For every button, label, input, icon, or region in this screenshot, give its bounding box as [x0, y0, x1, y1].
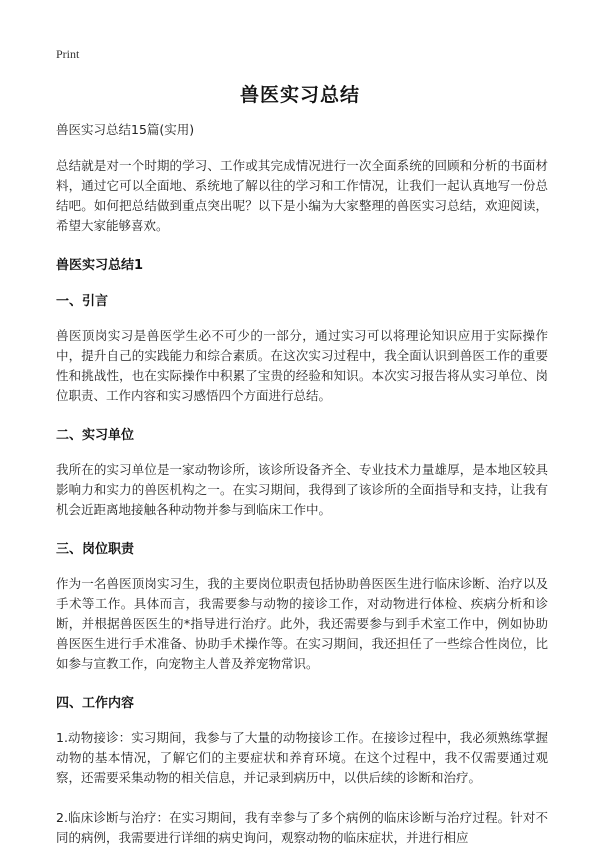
section-paragraph: 作为一名兽医顶岗实习生，我的主要岗位职责包括协助兽医医生进行临床诊断、治疗以及手术等工作。具体而言，我需要参与动物的接诊工作，对动物进行体检、疾病分析和诊断，并根据兽医医生的*指导进行治疗。此外，我还需要参与到手术室工作中，例如协助兽医医生进行手术准备、协助手术操作等。在实习期间，我还担任了一些综合性岗位，比如参与宣教工作，向宠物主人普及养宠物常识。 [56, 576, 548, 671]
section-heading-job-duties: 三、岗位职责 [56, 542, 135, 557]
section-paragraph: 1.动物接诊：实习期间，我参与了大量的动物接诊工作。在接诊过程中，我必须熟练掌握动物的基本情况，了解它们的主要症状和养育环境。在这个过程中，我不仅需要通过观察，还需要采集动物的相关信息，并记录到病历中，以供后续的诊断和治疗。 [56, 730, 548, 785]
section-heading-introduction: 一、引言 [56, 294, 109, 309]
article-subtitle: 兽医实习总结15篇(实用) [56, 122, 195, 137]
section-heading-work-content: 四、工作内容 [56, 696, 135, 711]
article-heading: 兽医实习总结1 [56, 258, 144, 273]
section-paragraph: 我所在的实习单位是一家动物诊所，该诊所设备齐全、专业技术力量雄厚，是本地区较具影响力和实力的兽医机构之一。在实习期间，我得到了该诊所的全面指导和支持，让我有机会近距离地接触各种动物并参与到临床工作中。 [56, 462, 548, 517]
article-body [56, 120, 548, 868]
section-heading-internship-unit: 二、实习单位 [56, 428, 135, 443]
print-link[interactable]: Print [56, 47, 80, 61]
page-title: 兽医实习总结 [239, 84, 360, 106]
intro-paragraph: 总结就是对一个时期的学习、工作或其完成情况进行一次全面系统的回顾和分析的书面材料，通过它可以全面地、系统地了解以往的学习和工作情况，让我们一起认真地写一份总结吧。如何把总结做到重点突出呢？以下是小编为大家整理的兽医实习总结，欢迎阅读，希望大家能够喜欢。 [56, 158, 548, 233]
section-paragraph: 兽医顶岗实习是兽医学生必不可少的一部分，通过实习可以将理论知识应用于实际操作中，提升自己的实践能力和综合素质。在这次实习过程中，我全面认识到兽医工作的重要性和挑战性，也在实际操作中积累了宝贵的经验和知识。本次实习报告将从实习单位、岗位职责、工作内容和实习感悟四个方面进行总结。 [56, 328, 548, 403]
section-paragraph: 2.临床诊断与治疗：在实习期间，我有幸参与了多个病例的临床诊断与治疗过程。针对不同的病例，我需要进行详细的病史询问，观察动物的临床症状，并进行相应 [56, 810, 548, 845]
